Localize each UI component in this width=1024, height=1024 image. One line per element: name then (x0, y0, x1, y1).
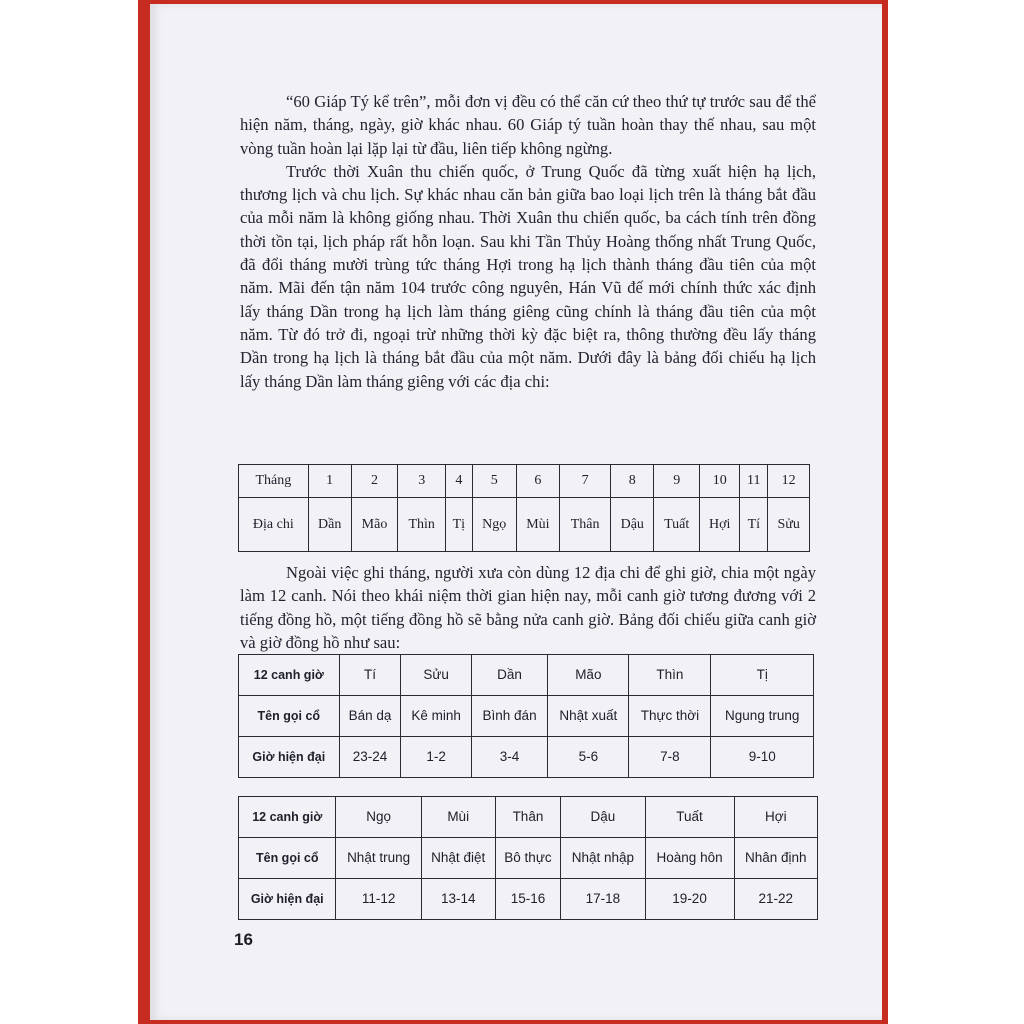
body-text (240, 90, 816, 393)
table-cell: 17-18 (561, 879, 645, 920)
table-row (239, 465, 810, 498)
table-cell: Nhật trung (336, 838, 421, 879)
table-cell: 5 (472, 465, 516, 498)
table-row (239, 696, 814, 737)
table-cell: Ngung trung (711, 696, 814, 737)
table-cell: 11 (740, 465, 768, 498)
table-cell: Thìn (398, 498, 446, 552)
table-cell: 1 (308, 465, 351, 498)
paragraph: Trước thời Xuân thu chiến quốc, ở Trung Quốc đã từng xuất hiện hạ lịch, thương lịch và chu lịch. Sự khác nhau căn bản giữa bao loại lịch trên là tháng bắt đầu của mỗi năm là không giống nhau. Thời Xuân thu chiến quốc, ba cách tính trên đồng thời tồn tại, lịch pháp rất hỗn loạn. Sau khi Tần Thủy Hoàng thống nhất Trung Quốc, đã đổi tháng mười trùng tức tháng Hợi trong hạ lịch thành tháng đầu tiên của một năm. Mãi đến tận năm 104 trước công nguyên, Hán Vũ đế mới chính thức xác định lấy tháng Dần trong hạ lịch làm tháng giêng cũng chính là tháng đầu tiên của một năm. Từ đó trở đi, ngoại trừ những thời kỳ đặc biệt ra, thông thường đều lấy tháng Dần trong hạ lịch là tháng bắt đầu của một năm. Dưới đây là bảng đối chiếu hạ lịch lấy tháng Dần làm tháng giêng với các địa chi: (240, 161, 816, 391)
table-cell: 13-14 (421, 879, 495, 920)
table-cell: Địa chi (239, 498, 309, 552)
table-cell: Dậu (561, 797, 645, 838)
table-cell: Ngọ (472, 498, 516, 552)
hour-table-1 (238, 654, 814, 778)
paragraph: “60 Giáp Tý kể trên”, mỗi đơn vị đều có thể căn cứ theo thứ tự trước sau để thể hiện năm, tháng, ngày, giờ khác nhau. 60 Giáp tý tuần hoàn thay thế nhau, sau một vòng tuần hoàn lại lặp lại từ đầu, liên tiếp không ngừng. (240, 92, 816, 158)
table-cell: 5-6 (548, 737, 629, 778)
table-cell: 11-12 (336, 879, 421, 920)
table-cell: 3-4 (471, 737, 547, 778)
table-cell: 3 (398, 465, 446, 498)
table-cell: Tuất (654, 498, 700, 552)
table-cell: Bán dạ (339, 696, 401, 737)
table-cell: Thìn (629, 655, 711, 696)
table-cell: 8 (611, 465, 654, 498)
table-cell: Tí (339, 655, 401, 696)
body-text-2 (240, 561, 816, 654)
table-cell: Bô thực (495, 838, 561, 879)
table-cell: 19-20 (645, 879, 734, 920)
table-cell: Tị (711, 655, 814, 696)
table-cell: 2 (351, 465, 398, 498)
table-cell: Thân (559, 498, 610, 552)
table-cell: Hợi (700, 498, 740, 552)
table-header-cell: Giờ hiện đại (239, 879, 336, 920)
paragraph: Ngoài việc ghi tháng, người xưa còn dùng 12 địa chi để ghi giờ, chia một ngày làm 12 canh. Nói theo khái niệm thời gian hiện nay, mỗi canh giờ tương đương với 2 tiếng đồng hồ, một tiếng đồng hồ sẽ bằng nửa canh giờ. Bảng đối chiếu giữa canh giờ và giờ đồng hồ như sau: (240, 563, 816, 652)
table-cell: 21-22 (734, 879, 817, 920)
table-cell: 6 (516, 465, 559, 498)
table-cell: Bình đán (471, 696, 547, 737)
table-cell: Mão (351, 498, 398, 552)
table-cell: 23-24 (339, 737, 401, 778)
book-page (150, 4, 882, 1020)
table-cell: Dần (308, 498, 351, 552)
table-cell: Tị (446, 498, 473, 552)
table-cell: Mùi (421, 797, 495, 838)
table-header-cell: 12 canh giờ (239, 655, 340, 696)
table-cell: Sửu (401, 655, 472, 696)
table-header-cell: Tên gọi cổ (239, 838, 336, 879)
table-cell: 9 (654, 465, 700, 498)
table-row (239, 498, 810, 552)
table-header-cell: Giờ hiện đại (239, 737, 340, 778)
table-cell: 12 (768, 465, 810, 498)
table-cell: 15-16 (495, 879, 561, 920)
table-cell: Dần (471, 655, 547, 696)
table-header-cell: Tên gọi cổ (239, 696, 340, 737)
page-number: 16 (234, 930, 253, 949)
table-cell: Nhật xuất (548, 696, 629, 737)
table-cell: 4 (446, 465, 473, 498)
table-row (239, 655, 814, 696)
table-cell: Tuất (645, 797, 734, 838)
table-row (239, 879, 818, 920)
table-cell: 7 (559, 465, 610, 498)
table-cell: Ngọ (336, 797, 421, 838)
table-cell: Nhật nhập (561, 838, 645, 879)
table-row (239, 838, 818, 879)
table-cell: 10 (700, 465, 740, 498)
table-row (239, 797, 818, 838)
table-cell: Thân (495, 797, 561, 838)
table-cell: Mão (548, 655, 629, 696)
table-cell: Thực thời (629, 696, 711, 737)
table-cell: 7-8 (629, 737, 711, 778)
month-earthly-branch-table (238, 464, 810, 552)
table-cell: 1-2 (401, 737, 472, 778)
table-cell: Hợi (734, 797, 817, 838)
table-header-cell: 12 canh giờ (239, 797, 336, 838)
table-row (239, 737, 814, 778)
table-cell: Tí (740, 498, 768, 552)
table-cell: Sửu (768, 498, 810, 552)
table-cell: Nhật điệt (421, 838, 495, 879)
table-cell: Mùi (516, 498, 559, 552)
table-cell: Nhân định (734, 838, 817, 879)
table-cell: Hoàng hôn (645, 838, 734, 879)
table-cell: Tháng (239, 465, 309, 498)
hour-table-2 (238, 796, 818, 920)
table-cell: 9-10 (711, 737, 814, 778)
table-cell: Dậu (611, 498, 654, 552)
table-cell: Kê minh (401, 696, 472, 737)
